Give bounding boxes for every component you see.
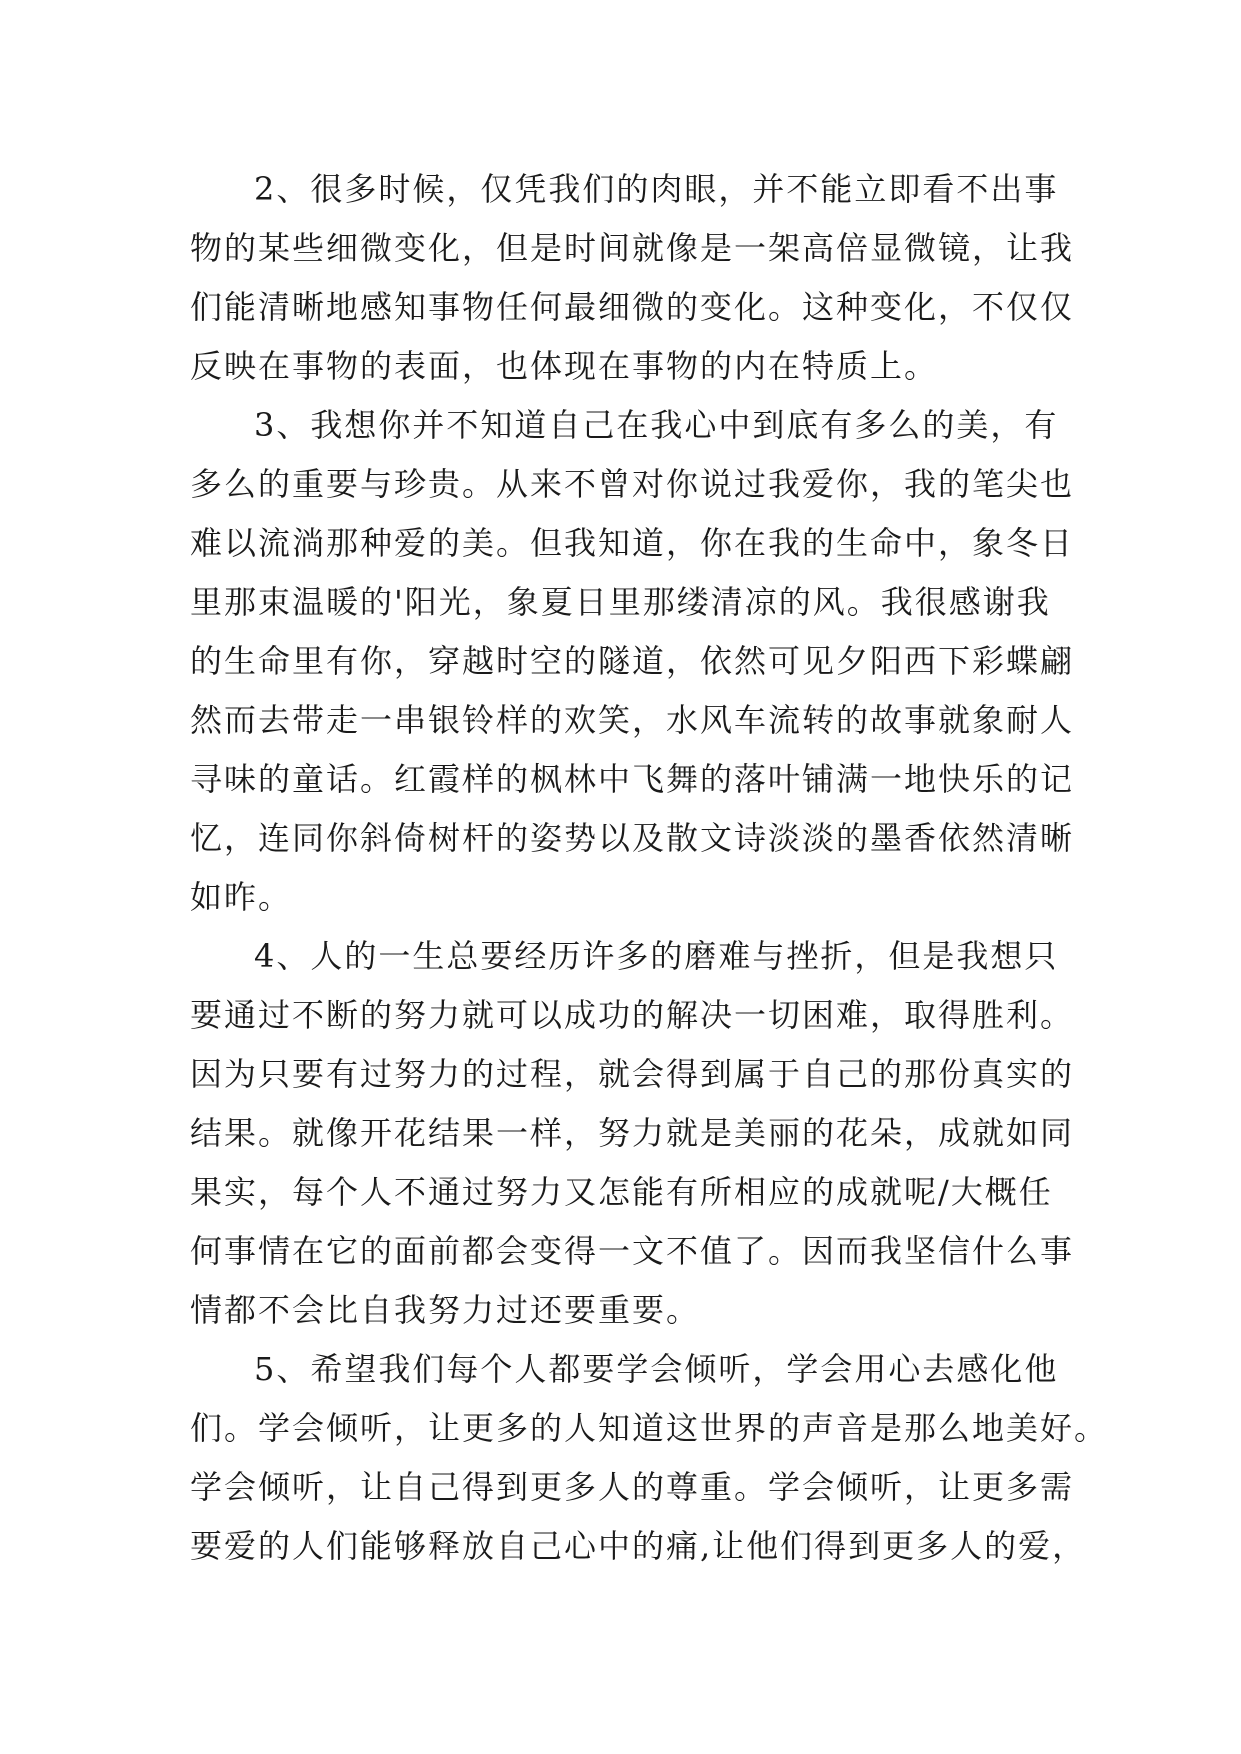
text-line: 3、我想你并不知道自己在我心中到底有多么的美，有 bbox=[254, 406, 1059, 444]
text-line: 情都不会比自我努力过还要重要。 bbox=[190, 1291, 701, 1329]
text-line: 里那束温暖的'阳光，象夏日里那缕清凉的风。我很感谢我 bbox=[190, 583, 1051, 621]
text-line: 们能清晰地感知事物任何最细微的变化。这种变化，不仅仅 bbox=[190, 288, 1075, 326]
text-line: 因为只要有过努力的过程，就会得到属于自己的那份真实的 bbox=[190, 1055, 1075, 1093]
text-line: 物的某些细微变化，但是时间就像是一架高倍显微镜，让我 bbox=[190, 229, 1075, 267]
text-line: 反映在事物的表面，也体现在事物的内在特质上。 bbox=[190, 347, 939, 385]
text-line: 多么的重要与珍贵。从来不曾对你说过我爱你，我的笔尖也 bbox=[190, 465, 1075, 503]
paragraph-3 bbox=[190, 396, 1075, 927]
paragraph-5 bbox=[190, 1340, 1109, 1576]
text-line: 的生命里有你，穿越时空的隧道，依然可见夕阳西下彩蝶翩 bbox=[190, 642, 1075, 680]
paragraph-2 bbox=[190, 160, 1075, 396]
text-line: 忆，连同你斜倚树杆的姿势以及散文诗淡淡的墨香依然清晰 bbox=[190, 819, 1075, 857]
text-line: 寻味的童话。红霞样的枫林中飞舞的落叶铺满一地快乐的记 bbox=[190, 760, 1075, 798]
text-line: 然而去带走一串银铃样的欢笑，水风车流转的故事就象耐人 bbox=[190, 701, 1075, 739]
text-line: 何事情在它的面前都会变得一文不值了。因而我坚信什么事 bbox=[190, 1232, 1075, 1270]
text-line: 们。学会倾听，让更多的人知道这世界的声音是那么地美好。 bbox=[190, 1409, 1109, 1447]
text-line: 学会倾听，让自己得到更多人的尊重。学会倾听，让更多需 bbox=[190, 1468, 1075, 1506]
text-line: 难以流淌那种爱的美。但我知道，你在我的生命中，象冬日 bbox=[190, 524, 1075, 562]
text-line: 结果。就像开花结果一样，努力就是美丽的花朵，成就如同 bbox=[190, 1114, 1075, 1152]
text-line: 2、很多时候，仅凭我们的肉眼，并不能立即看不出事 bbox=[254, 170, 1059, 208]
text-line: 5、希望我们每个人都要学会倾听，学会用心去感化他 bbox=[254, 1350, 1059, 1388]
text-line: 要通过不断的努力就可以成功的解决一切困难，取得胜利。 bbox=[190, 996, 1075, 1034]
text-line: 如昨。 bbox=[190, 878, 293, 916]
text-line: 果实，每个人不通过努力又怎能有所相应的成就呢/大概任 bbox=[190, 1173, 1053, 1211]
document-body bbox=[190, 160, 1109, 1576]
text-line: 要爱的人们能够释放自己心中的痛,让他们得到更多人的爱， bbox=[190, 1527, 1087, 1565]
paragraph-4 bbox=[190, 927, 1075, 1340]
text-line: 4、人的一生总要经历许多的磨难与挫折，但是我想只 bbox=[254, 937, 1059, 975]
